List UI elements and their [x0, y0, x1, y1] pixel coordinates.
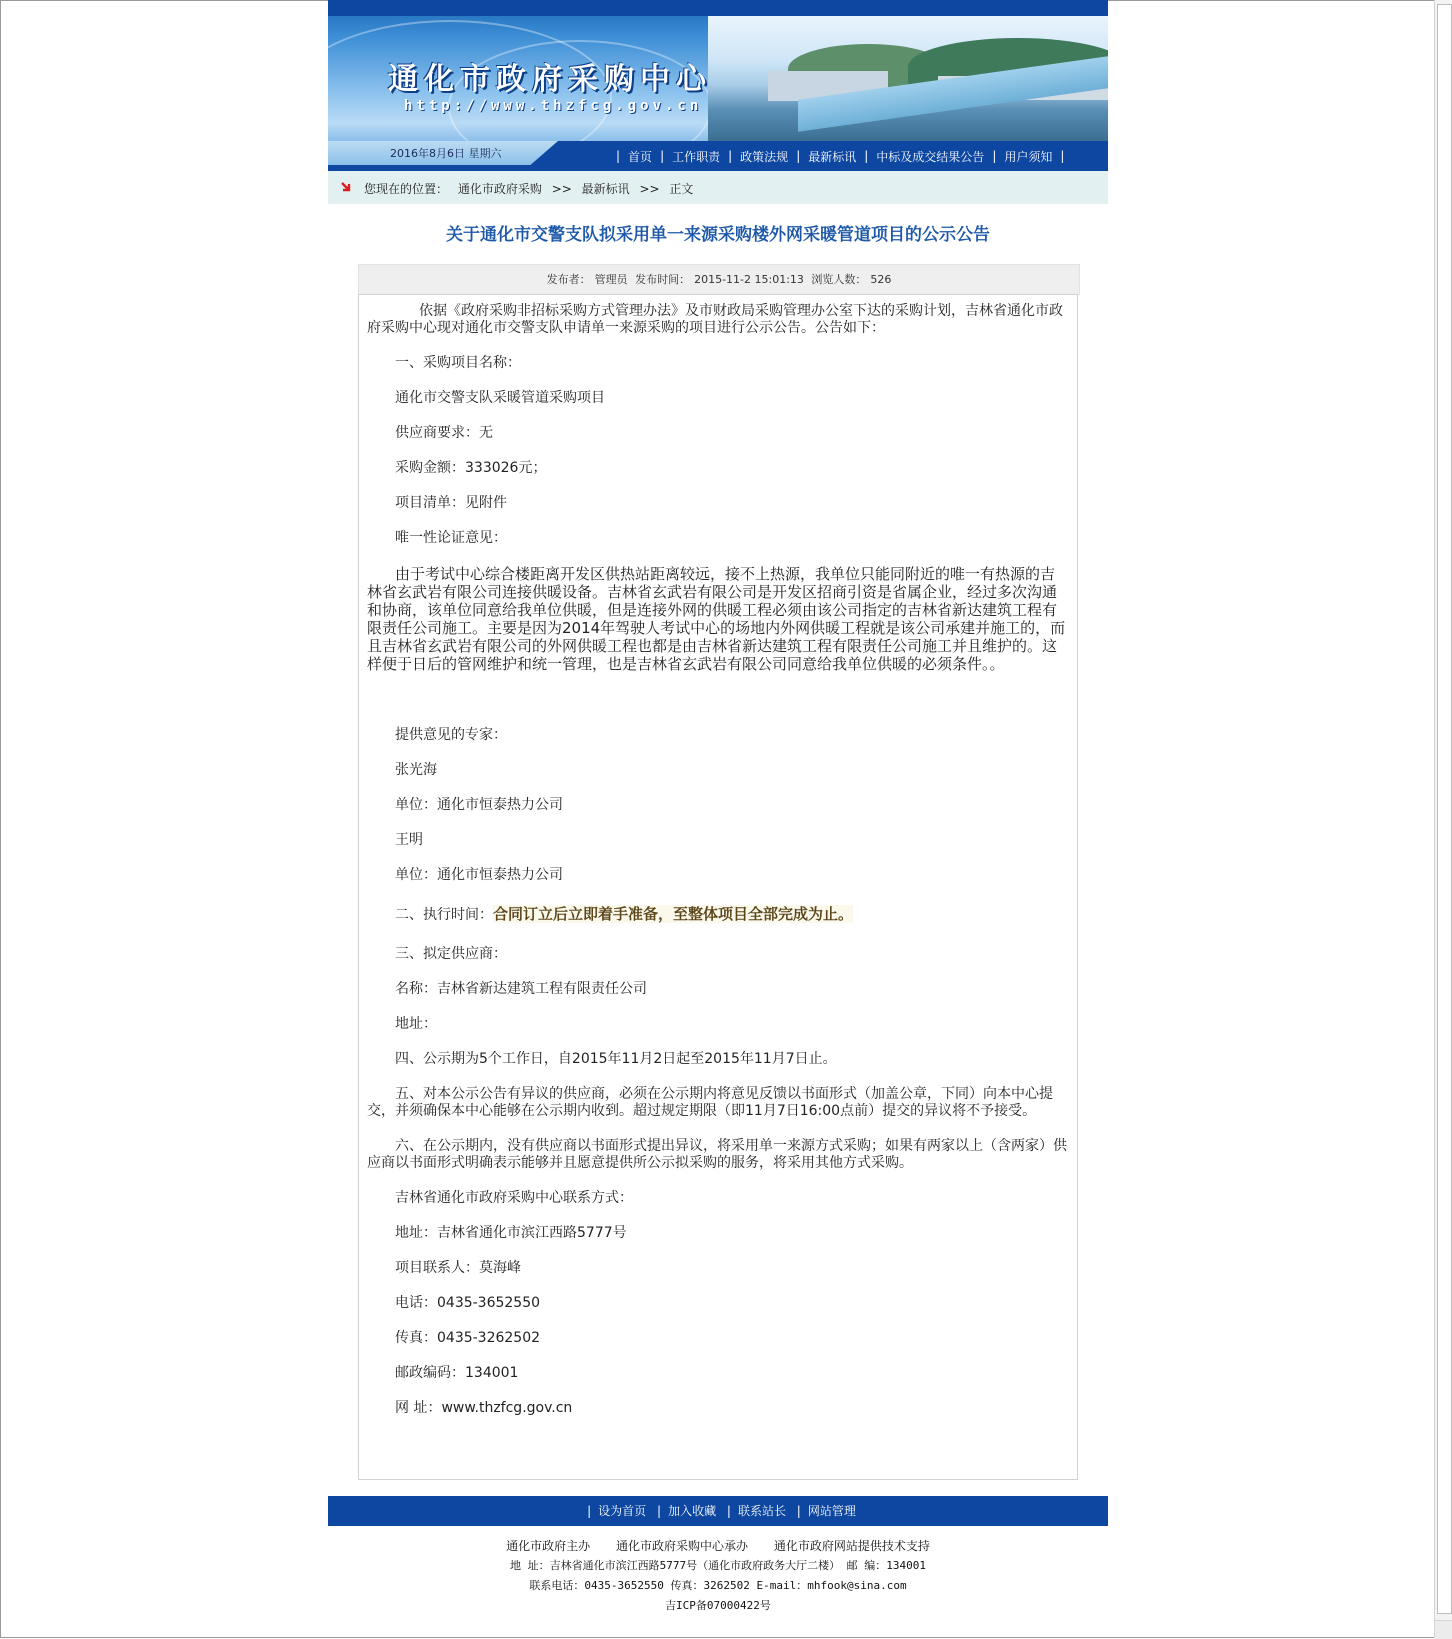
- article-title: 关于通化市交警支队拟采用单一来源采购楼外网采暖管道项目的公示公告: [446, 225, 990, 245]
- contact-zip: 邮政编码：134001: [395, 1365, 519, 1381]
- breadcrumb-separator: >>: [551, 182, 572, 196]
- project-list: 项目清单：见附件: [395, 495, 507, 511]
- contact-phone: 电话：0435-3652550: [395, 1295, 541, 1311]
- breadcrumb-prefix: 您现在的位置：: [364, 182, 449, 196]
- views-count: 526: [870, 273, 892, 286]
- project-name: 通化市交警支队采暖管道采购项目: [395, 390, 605, 406]
- section3-title: 三、拟定供应商：: [395, 946, 507, 962]
- supplier-name: 名称：吉林省新达建筑工程有限责任公司: [395, 981, 647, 997]
- window-frame-left: [0, 0, 1, 1638]
- current-date: 2016年8月6日 星期六: [390, 147, 502, 160]
- main-nav: | 首页 | 工作职责 | 政策法规 | 最新标讯 | 中标及成交结果公告 | 用户须知 |: [616, 149, 1065, 164]
- experts-title: 提供意见的专家：: [395, 727, 507, 743]
- article-meta: [358, 264, 1080, 295]
- footer-sponsors: [328, 1536, 1108, 1556]
- scrollbar-corner: [1435, 1620, 1452, 1639]
- expert-unit: 单位：通化市恒泰热力公司: [395, 867, 563, 883]
- breadcrumb-trail: [364, 180, 699, 197]
- contact-address: 地址：吉林省通化市滨江西路5777号: [395, 1225, 627, 1241]
- contact-title: 吉林省通化市政府采购中心联系方式：: [395, 1190, 633, 1206]
- scrollbar-thumb[interactable]: [1437, 4, 1452, 1614]
- supplier-requirement: 供应商要求：无: [395, 425, 493, 441]
- uniqueness-title: 唯一性论证意见：: [395, 530, 507, 546]
- purchase-amount: 采购金额：333026元；: [395, 460, 547, 476]
- sponsor-tech-support: 通化市政府网站提供技术支持: [773, 1539, 930, 1553]
- article-content: [367, 303, 1069, 1417]
- footer-contact: 联系电话：0435-3652550 传真：3262502 E-mail：mhfook@sina.com: [529, 1579, 907, 1592]
- publish-time: 2015-11-2 15:01:13: [694, 273, 804, 286]
- footer-contact-admin-link[interactable]: 联系站长: [737, 1504, 786, 1518]
- paragraph-intro: 依据《政府采购非招标采购方式管理办法》及市财政局采购管理办公室下达的采购计划，吉林省通化市政府采购中心现对通化市交警支队申请单一来源采购的项目进行公示公告。公告如下：: [367, 303, 1063, 336]
- publisher-label: 发布者：: [546, 273, 591, 286]
- breadcrumb-separator: >>: [639, 182, 660, 196]
- expert-unit: 单位：通化市恒泰热力公司: [395, 797, 563, 813]
- footer-info: [328, 1536, 1108, 1616]
- contact-person: 项目联系人：莫海峰: [395, 1260, 521, 1276]
- section2-label: 二、执行时间：: [395, 907, 493, 923]
- nav-item-latest-bids[interactable]: 最新标讯: [808, 149, 857, 164]
- site-title: 通化市政府采购中心: [388, 62, 712, 97]
- contact-fax: 传真：0435-3262502: [395, 1330, 541, 1346]
- views-label: 浏览人数：: [811, 273, 867, 286]
- footer-link-bar: | 设为首页 | 加入收藏 | 联系站长 | 网站管理: [328, 1496, 1108, 1526]
- banner-top-strip: [328, 0, 1108, 16]
- section4-period: 四、公示期为5个工作日，自2015年11月2日起至2015年11月7日止。: [395, 1051, 837, 1067]
- footer-address: 地 址：吉林省通化市滨江西路5777号（通化市政府政务大厅二楼） 邮 编：134001: [509, 1559, 927, 1572]
- section5-objection: 五、对本公示公告有异议的供应商，必须在公示期内将意见反馈以书面形式（加盖公章，下同）向本中心提交，并须确保本中心能够在公示期内收到。超过规定期限（即11月7日16:00点前）提交的异议将不予接受。: [367, 1086, 1053, 1119]
- section2-value: 合同订立后立即着手准备，至整体项目全部完成为止。: [493, 905, 854, 923]
- breadcrumb-home[interactable]: 通化市政府采购: [457, 182, 542, 196]
- header-banner: [328, 0, 1108, 171]
- footer-icp: 吉ICP备07000422号: [665, 1599, 771, 1612]
- publish-time-label: 发布时间：: [635, 273, 691, 286]
- sponsor-organizer: 通化市政府采购中心承办: [615, 1539, 748, 1553]
- nav-item-results[interactable]: 中标及成交结果公告: [876, 149, 985, 164]
- section6-procedure: 六、在公示期内，没有供应商以书面形式提出异议，将采用单一来源方式采购；如果有两家以上（含两家）供应商以书面形式明确表示能够并且愿意提供所公示拟采购的服务，将采用其他方式采购。: [367, 1138, 1067, 1171]
- vertical-scrollbar[interactable]: [1434, 0, 1452, 1638]
- footer-site-admin-link[interactable]: 网站管理: [807, 1504, 856, 1518]
- breadcrumb-latest-bids[interactable]: 最新标讯: [581, 182, 630, 196]
- article-body: [358, 294, 1078, 1480]
- sponsor-host: 通化市政府主办: [506, 1539, 591, 1553]
- contact-website: 网 址：www.thzfcg.gov.cn: [395, 1400, 573, 1416]
- expert-name: 张光海: [395, 762, 437, 778]
- supplier-address: 地址：: [395, 1016, 437, 1032]
- section2-execution-time: [367, 906, 1069, 924]
- publisher: 管理员: [594, 273, 628, 286]
- nav-item-duties[interactable]: 工作职责: [672, 149, 721, 164]
- breadcrumb-current: 正文: [669, 182, 694, 196]
- nav-item-user-notice[interactable]: 用户须知: [1004, 149, 1053, 164]
- footer-add-favorite-link[interactable]: 加入收藏: [668, 1504, 717, 1518]
- arrow-down-right-icon: [340, 180, 354, 194]
- footer-set-homepage-link[interactable]: 设为首页: [598, 1504, 647, 1518]
- expert-name: 王明: [395, 832, 423, 848]
- breadcrumb: [328, 171, 1108, 204]
- uniqueness-body: 由于考试中心综合楼距离开发区供热站距离较远，接不上热源，我单位只能同附近的唯一有热源的吉林省玄武岩有限公司连接供暖设备。吉林省玄武岩有限公司是开发区招商引资是省属企业，经过多次沟通和协商，该单位同意给我单位供暖，但是连接外网的供暖工程必须由该公司指定的吉林省新达建筑工程有限责任公司施工。主要是因为2014年驾驶人考试中心的场地内外网供暖工程就是该公司承建并施工的，而且吉林省玄武岩有限公司的外网供暖工程也都是由吉林省新达建筑工程有限责任公司施工并且维护的。这样便于日后的管网维护和统一管理，也是吉林省玄武岩有限公司同意给我单位供暖的必须条件。。: [367, 565, 1066, 673]
- section1-title: 一、采购项目名称：: [395, 355, 521, 371]
- nav-item-policies[interactable]: 政策法规: [740, 149, 789, 164]
- nav-item-home[interactable]: 首页: [628, 149, 653, 164]
- site-url: http://www.thzfcg.gov.cn: [404, 98, 703, 114]
